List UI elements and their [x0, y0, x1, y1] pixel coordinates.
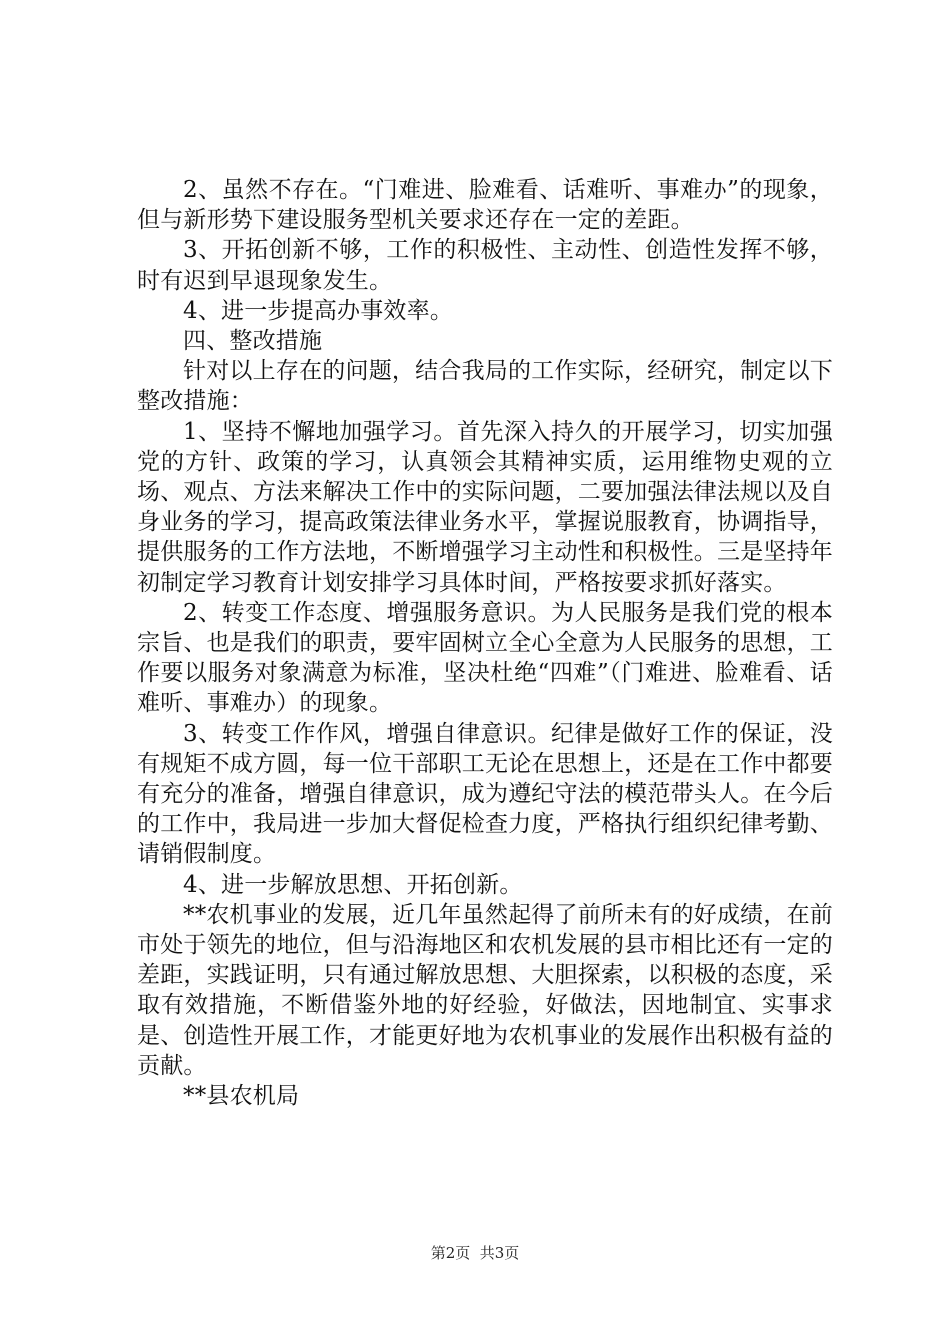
measure-4: 4、进一步解放思想、开拓创新。: [183, 871, 523, 898]
paragraph-1: 2、虽然不存在。“门难进、脸难看、话难听、事难办”的现象，但与新形势下建设服务型机关要求还存在一定的差距。: [137, 177, 833, 234]
measure-2: 2、转变工作态度、增强服务意识。为人民服务是我们党的根本宗旨、也是我们的职责，要牢固树立全心全意为人民服务的思想，工作要以服务对象满意为标准，坚决杜绝“四难”（门难进、脸难看、话难听、事难办）的现象。: [137, 599, 833, 717]
measure-3: 3、转变工作作风，增强自律意识。纪律是做好工作的保证，没有规矩不成方圆，每一位干部职工无论在思想上，还是在工作中都要有充分的准备，增强自律意识，成为遵纪守法的模范带头人。在今后的工作中，我局进一步加大督促检查力度，严格执行组织纪律考勤、请销假制度。: [137, 720, 833, 868]
paragraph-2: 3、开拓创新不够，工作的积极性、主动性、创造性发挥不够，时有迟到早退现象发生。: [137, 237, 833, 294]
paragraph-intro: 针对以上存在的问题，结合我局的工作实际，经研究，制定以下整改措施：: [137, 358, 833, 415]
closing-paragraph: **农机事业的发展，近几年虽然起得了前所未有的好成绩，在前市处于领先的地位，但与沿海地区和农机发展的县市相比还有一定的差距，实践证明，只有通过解放思想、大胆探索，以积极的态度，采取有效措施，不断借鉴外地的好经验，好做法，因地制宜、实事求是、创造性开展工作，才能更好地为农机事业的发展作出积极有益的贡献。: [137, 901, 833, 1079]
document-body: [137, 175, 833, 1111]
measure-1: 1、坚持不懈地加强学习。首先深入持久的开展学习，切实加强党的方针、政策的学习，认真领会其精神实质，运用维物史观的立场、观点、方法来解决工作中的实际问题，二要加强法律法规以及自身业务的学习，提高政策法律业务水平，掌握说服教育，协调指导，提供服务的工作方法地，不断增强学习主动性和积极性。三是坚持年初制定学习教育计划安排学习具体时间，严格按要求抓好落实。: [137, 418, 833, 596]
page-number: 第2页 共3页: [430, 1244, 520, 1262]
page-footer: [0, 1243, 950, 1263]
signature-org: **县农机局: [183, 1083, 300, 1110]
paragraph-3: 4、进一步提高办事效率。: [183, 297, 454, 324]
section-heading: 四、整改措施: [183, 328, 323, 355]
